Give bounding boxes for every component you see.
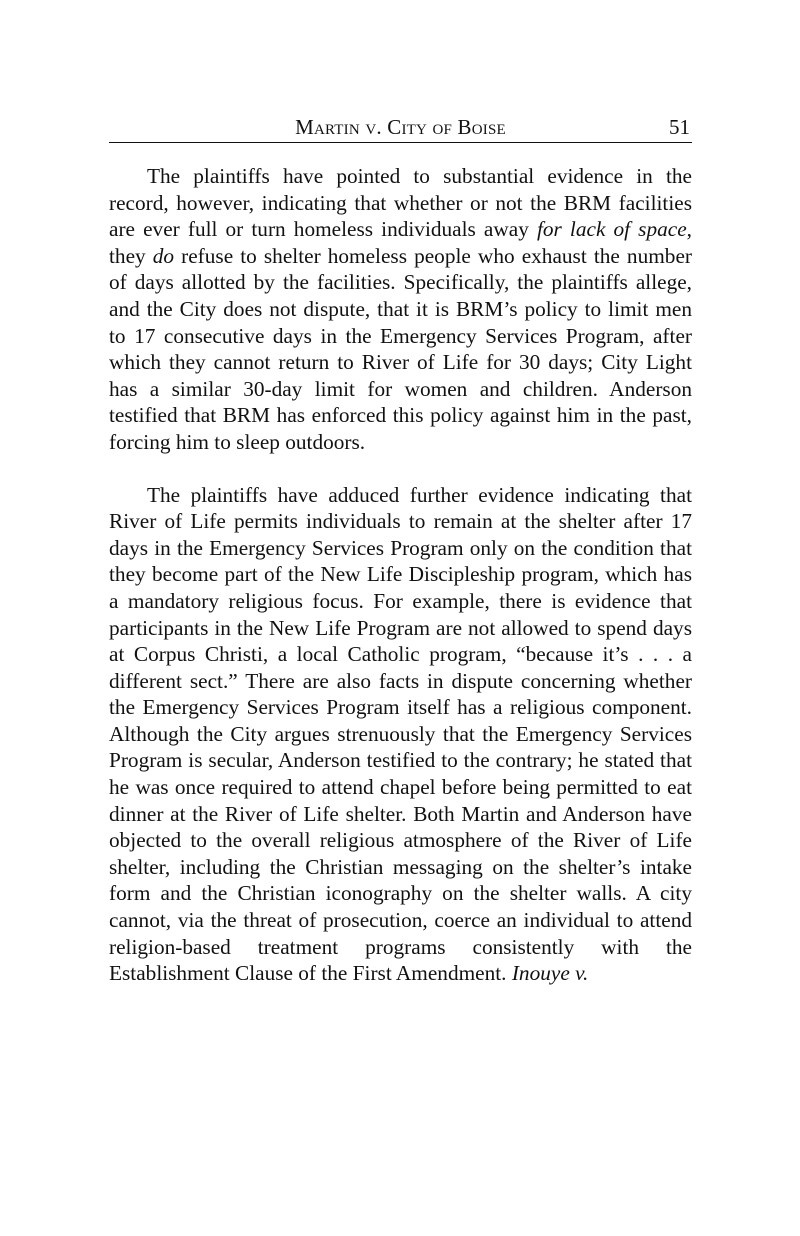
paragraph-2-text-a: The plaintiffs have adduced further evidence indicating that River of Life permits individuals to remain at the shelter after 17 days in the Emergency Services Program only on the condition that they become part of the New Life Discipleship program, which has a mandatory religious focus. For example, there is evidence that participants in the New Life Program are not allowed to spend days at Corpus Christi, a local Catholic program, “because it’s . . . a different sect.” There are also facts in dispute concerning whether the Emergency Services Program itself has a religious component. Although the City argues strenuously that the Emergency Services Program is secular, Anderson testified to the contrary; he stated that he was once required to attend chapel before being permitted to eat dinner at the River of Life shelter. Both Martin and Anderson have objected to the overall religious atmosphere of the River of Life shelter, including the Christian messaging on the shelter’s intake form and the Christian iconography on the shelter walls. A city cannot, via the threat of prosecution, coerce an individual to attend religion-based treatment programs consistently with the Establishment Clause of the First Amendment. (109, 482, 692, 986)
paragraph-1-text-c: refuse to shelter homeless people who exhaust the number of days allotted by the facilities. Specifically, the plaintiffs allege, and the City does not dispute, that it is BRM’s policy to limit men to 17 consecutive days in the Emergency Services Program, after which they cannot return to River of Life for 30 days; City Light has a similar 30-day limit for women and children. Anderson testified that BRM has enforced this policy against him in the past, forcing him to sleep outdoors. (109, 243, 692, 454)
paragraph-1-text-b: , they (109, 217, 692, 268)
page-number: 51 (669, 115, 690, 139)
running-title: Martin v. City of Boise (295, 115, 506, 139)
paragraph-1 (109, 163, 692, 456)
paragraph-2 (109, 482, 692, 987)
document-page (109, 112, 692, 987)
paragraph-1-text-a: The plaintiffs have pointed to substantial evidence in the record, however, indicating that whether or not the BRM facilities are ever full or turn homeless individuals away (109, 164, 692, 242)
case-citation-italic: Inouye v. (511, 961, 589, 986)
body-text (109, 163, 692, 987)
running-header (109, 112, 692, 143)
italic-phrase-lack-of-space: for lack of space (536, 217, 687, 242)
italic-word-do: do (152, 243, 175, 268)
